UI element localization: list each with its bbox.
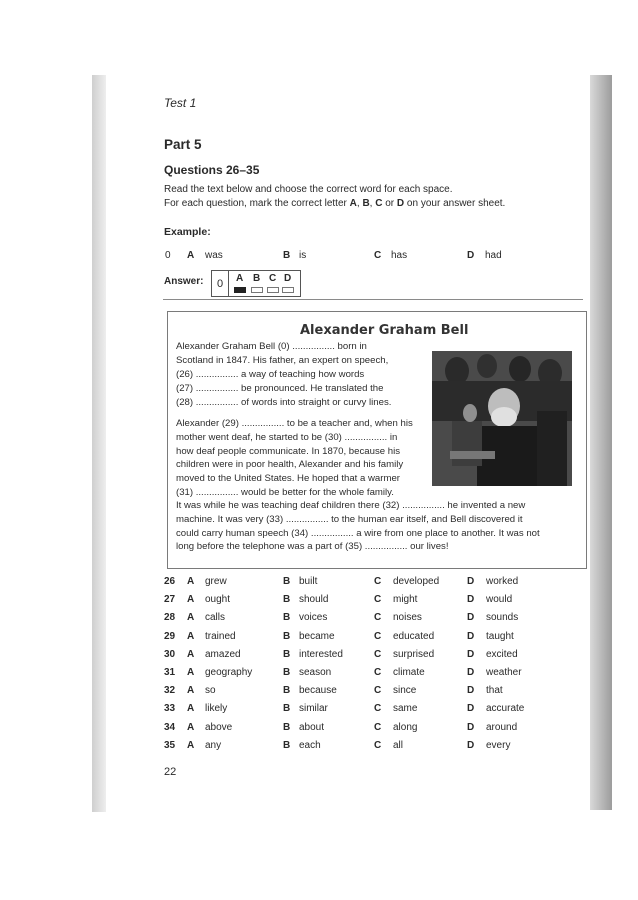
answer-box-letter-a: A [236,273,244,284]
answer-box-letter-d: D [284,273,292,284]
scan-left-edge [92,75,106,812]
letter-a: A [187,612,195,624]
photo-image [432,351,572,486]
option-b: about [299,721,325,733]
letter-a: A [187,630,195,642]
letter-c: C [374,630,382,642]
letter-d: D [467,576,475,587]
letter-d: D [467,667,475,678]
option-d: worked [486,576,519,587]
option-a: grew [205,576,227,587]
passage-line-8: how deaf people communicate. In 1870, because his [176,446,401,457]
example-label: Example: [164,226,211,238]
question-number: 30 [164,648,176,660]
option-c: along [393,721,418,733]
passage-line-3: (26) ................ a way of teaching how words [176,369,365,380]
letter-b: B [283,739,291,751]
option-c: all [393,739,404,751]
question-number: 27 [164,594,176,606]
passage-line-7: mother went deaf, he started to be (30) ................ in [176,432,398,443]
option-a: any [205,739,222,751]
passage-line-11: (31) ................ would be better for the whole family. [176,487,394,498]
letter-a: A [187,721,195,733]
questions-heading: Questions 26–35 [164,163,260,177]
example-word-b: is [299,250,307,261]
passage-title: Alexander Graham Bell [300,323,469,338]
question-number: 28 [164,612,176,624]
passage-line-4: (27) ................ be pronounced. He translated the [176,383,384,394]
example-letter-a: A [187,250,195,261]
option-c: surprised [393,648,435,660]
passage-line-14: could carry human speech (34) ................ a wire from one place to another. It was not [176,528,540,539]
letter-b: B [283,648,291,660]
example-letter-b: B [283,250,291,261]
letter-a: A [187,703,195,715]
letter-b: B [283,612,291,624]
letter-a: A [187,739,195,751]
option-a: likely [205,703,228,715]
option-d: excited [486,648,518,660]
instruction-line-2: For each question, mark the correct letter A, B, C or D on your answer sheet. [164,198,506,209]
option-a: geography [205,667,253,678]
option-b: interested [299,648,343,660]
part-heading: Part 5 [164,137,202,152]
letter-d: D [467,630,475,642]
letter-d: D [467,739,475,751]
option-b: became [299,630,335,642]
option-b: season [299,667,332,678]
option-b: each [299,739,321,751]
option-b: built [299,576,318,587]
instruction-line-1: Read the text below and choose the correct word for each space. [164,184,453,195]
question-number: 32 [164,685,176,697]
passage-line-15: long before the telephone was a part of (35) ................ our lives! [176,541,449,552]
answer-mark-c [267,287,279,293]
answer-mark-b [251,287,263,293]
example-number: 0 [165,250,171,261]
option-b: should [299,594,329,606]
option-d: would [486,594,513,606]
letter-d: D [467,648,475,660]
test-label: Test 1 [164,96,197,110]
letter-c: C [374,685,382,697]
option-c: same [393,703,418,715]
option-d: weather [486,667,522,678]
answer-box-letter-b: B [253,273,261,284]
letter-c: C [374,648,382,660]
answer-box [211,270,301,297]
question-number: 26 [164,576,176,587]
option-a: trained [205,630,236,642]
letter-a: A [187,594,195,606]
option-d: taught [486,630,514,642]
letter-c: C [374,739,382,751]
letter-d: D [467,685,475,697]
option-d: that [486,685,503,697]
option-c: educated [393,630,435,642]
page-number: 22 [164,766,177,778]
answer-mark-a-filled [234,287,246,293]
passage-line-13: machine. It was very (33) ................ to the human ear itself, and Bell discovered it [176,514,523,525]
option-a: so [205,685,216,697]
letter-b: B [283,630,291,642]
passage-line-5: (28) ................ of words into straight or curvy lines. [176,397,392,408]
option-b: similar [299,703,328,715]
option-c: developed [393,576,440,587]
letter-d: D [467,721,475,733]
example-letter-c: C [374,250,382,261]
example-word-c: has [391,250,408,261]
letter-c: C [374,667,382,678]
answer-label: Answer: [164,276,204,287]
letter-d: D [467,703,475,715]
option-c: noises [393,612,422,624]
letter-c: C [374,703,382,715]
passage-line-2: Scotland in 1847. His father, an expert on speech, [176,355,389,366]
option-c: climate [393,667,425,678]
letter-b: B [283,721,291,733]
option-a: above [205,721,233,733]
option-b: voices [299,612,328,624]
letter-a: A [187,667,195,678]
passage-line-1: Alexander Graham Bell (0) ................ born in [176,341,367,352]
letter-d: D [467,612,475,624]
passage-line-9: children were in poor health, Alexander and his family [176,459,404,470]
letter-c: C [374,612,382,624]
option-d: sounds [486,612,519,624]
question-number: 31 [164,667,176,678]
letter-b: B [283,667,291,678]
example-word-a: was [205,250,223,261]
letter-b: B [283,594,291,606]
letter-b: B [283,576,291,587]
letter-c: C [374,576,382,587]
question-number: 35 [164,739,176,751]
answer-box-number: 0 [212,271,229,296]
answer-mark-d [282,287,294,293]
question-number: 29 [164,630,176,642]
letter-b: B [283,703,291,715]
answer-box-letter-c: C [269,273,277,284]
option-d: around [486,721,518,733]
letter-c: C [374,594,382,606]
option-a: ought [205,594,231,606]
letter-d: D [467,594,475,606]
letter-b: B [283,685,291,697]
example-word-d: had [485,250,502,261]
question-number: 33 [164,703,176,715]
passage-line-6: Alexander (29) ................ to be a teacher and, when his [176,418,413,429]
option-a: amazed [205,648,241,660]
question-number: 34 [164,721,176,733]
option-d: accurate [486,703,525,715]
historical-photo [432,351,572,486]
option-d: every [486,739,511,751]
letter-a: A [187,685,195,697]
option-a: calls [205,612,226,624]
letter-c: C [374,721,382,733]
option-b: because [299,685,337,697]
passage-line-12: It was while he was teaching deaf children there (32) ................ he invented a new [176,500,526,511]
section-divider [163,299,583,300]
scan-right-edge [590,75,612,810]
option-c: since [393,685,417,697]
letter-a: A [187,648,195,660]
letter-a: A [187,576,195,587]
example-letter-d: D [467,250,475,261]
passage-line-10: moved to the United States. He hoped that a warmer [176,473,400,484]
option-c: might [393,594,418,606]
